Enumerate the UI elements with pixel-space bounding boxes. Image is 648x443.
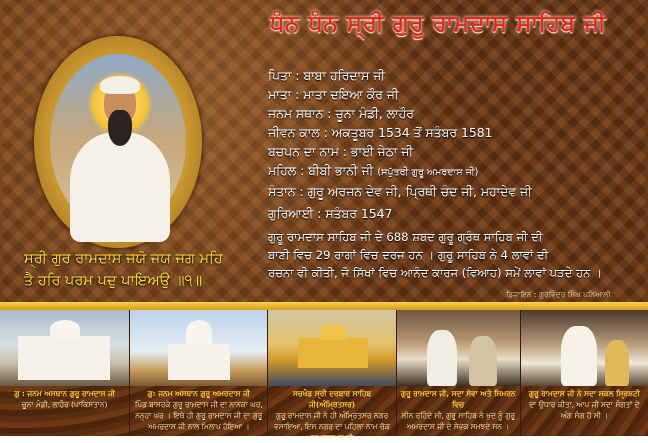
caption-heading: ਗੁਰੂ ਰਾਮਦਾਸ ਜੀ, ਸਦਾ ਸੇਵਾ ਅਤੇ ਸਿਮਰਨ ਵਿਚ [400, 389, 516, 409]
caption-heading: ਸਚਖੰਡ ਸ੍ਰੀ ਦਰਬਾਰ ਸਾਹਿਬ ਜੀ(ਅੰਮ੍ਰਿਤਸਰ) [292, 389, 372, 409]
photo-panel [397, 310, 521, 436]
photo-panel [0, 310, 130, 436]
photo-panel [521, 310, 648, 436]
panel-caption [272, 388, 391, 443]
darbar-sahib-photo [268, 310, 395, 386]
golden-dome [320, 324, 346, 340]
golden-temple [298, 338, 368, 368]
gold-divider [0, 302, 648, 310]
info-father: ਪਿਤਾ : ਬਾਬਾ ਹਰਿਦਾਸ ਜੀ [268, 68, 386, 83]
dome [186, 320, 212, 344]
caption-heading: ਗੁ : ਜਨਮ ਅਸਥਾਨ ਗੁਰੂ ਰਾਮਦਾਸ ਜੀ [14, 389, 115, 398]
sangat-painting [521, 310, 648, 386]
caption-text: ਚੂਨਾ ਮੰਡੀ, ਲਾਹੌਰ (ਪਾਕਿਸਤਾਨ) [21, 400, 108, 409]
robe [70, 132, 170, 242]
photo-strip [0, 310, 648, 442]
designer-credit: ਡਿਜ਼ਾਇਨ : ਗੁਰਵਿੰਦਰ ਸਿੰਘ ਪਨਿਆਲੀ [506, 290, 611, 299]
figure [427, 330, 457, 386]
info-lifespan: ਜੀਵਨ ਕਾਲ : ਅਕਤੂਬਰ 1534 ਤੋਂ ਸਤੰਬਰ 1581 [268, 125, 493, 140]
photo-panel [268, 310, 396, 442]
beard [108, 110, 132, 146]
info-childhood-name: ਬਚਪਨ ਦਾ ਨਾਮ : ਭਾਈ ਜੇਠਾ ਜੀ [268, 144, 414, 159]
biography-list [268, 66, 644, 201]
paragraph-line: ਬਾਣੀ ਵਿਚ 29 ਰਾਗਾਂ ਵਿਚ ਦਰਜ ਹਨ । ਗੁਰੂ ਸਾਹਿਬ ਨੇ 4 ਲਾਵਾਂ ਦੀ [268, 248, 549, 262]
guru-portrait [50, 54, 186, 230]
gurdwara-chuna-mandi-photo [0, 310, 129, 386]
panel-caption [525, 388, 644, 421]
building [168, 344, 230, 380]
figure [469, 336, 497, 386]
info-wife [268, 161, 644, 182]
info-wife-name: ਮਹਿਲ : ਬੀਬੀ ਭਾਨੀ ਜੀ [268, 163, 374, 178]
panel-caption [401, 388, 516, 432]
info-guruship: ਗੁਰਿਆਈ : ਸਤੰਬਰ 1547 [268, 206, 393, 221]
caption-heading: ਗੁਰੂ ਰਾਮਦਾਸ ਜੀ ਨੇ ਸਦਾ ਸਕਲ ਸ੍ਰਿਸ਼ਟੀ [528, 389, 640, 398]
panel-caption [4, 388, 125, 410]
verse [24, 248, 264, 292]
info-wife-note: (ਸਪੁੱਤਰੀ ਗੁਰੂ ਅਮਰਦਾਸ ਜੀ) [377, 167, 479, 178]
description-paragraph [268, 228, 644, 282]
figure [605, 340, 629, 386]
paragraph-line: ਰਚਨਾ ਵੀ ਕੀਤੀ, ਜੋ ਸਿੱਖਾਂ ਵਿਚ ਆਨੰਦ ਕਾਰਜ (ਵਿਆਹ) ਸਮੇਂ ਲਾਵਾਂ ਪੜਦੇ ਹਨ । [268, 266, 602, 280]
info-mother: ਮਾਤਾ : ਮਾਤਾ ਦਇਆ ਕੌਰ ਜੀ [268, 87, 399, 102]
photo-panel [130, 310, 268, 436]
caption-text: ਦਾ ਉਧਾਰ ਕੀਤਾ, ਆਪ ਜੀ ਸਦਾ ਸੰਗਤਾਂ ਦੇ ਅੰਗ ਸੰਗ ਹੋ ਸੀ । [529, 400, 640, 420]
turban [100, 76, 140, 94]
paragraph-line: ਗੁਰੂ ਰਾਮਦਾਸ ਸਾਹਿਬ ਜੀ ਦੇ 688 ਸ਼ਬਦ ਗੁਰੂ ਗ੍ਰੰਥ ਸਾਹਿਬ ਜੀ ਦੀ [268, 230, 543, 244]
gurdwara-basarke-photo [130, 310, 267, 386]
seva-painting [397, 310, 520, 386]
caption-heading: ਗੁ: ਜਨਮ ਅਸਥਾਨ ਗੁਰੂ ਅਮਰਦਾਸ ਜੀ [147, 389, 251, 398]
info-birthplace: ਜਨਮ ਸਥਾਨ : ਚੂਨਾ ਮੰਡੀ, ਲਾਹੌਰ [268, 106, 414, 121]
verse-line: ਸ੍ਰੀ ਗੁਰ ਰਾਮਦਾਸ ਜਯੋ ਜਯ ਜਗ ਮਹਿ [24, 251, 223, 267]
figure [561, 326, 597, 386]
caption-text: ਲੀਨ ਰਹਿੰਦੇ ਸੀ, ਗੁਰੂ ਸਾਹਿਬ ਨੇ ਖੁਦ ਨੂੰ ਗੁਰੂ ਅਮਰਦਾਸ ਜੀ ਦੇ ਸੇਵਕ ਸਮਝਦੇ ਸਨ । [401, 411, 515, 431]
page-title: ਧੰਨ ਧੰਨ ਸ੍ਰੀ ਗੁਰੂ ਰਾਮਦਾਸ ਸਾਹਿਬ ਜੀ [270, 10, 607, 37]
caption-text: ਗੁਰੂ ਰਾਮਦਾਸ ਜੀ ਨੇ ਹੀ ਅੰਮ੍ਰਿਤਸਰ ਨਗਰ ਵਸਾਇਆ, ਇਸ ਨਗਰ ਦਾ ਪਹਿਲਾ ਨਾਮ ਚੱਕ ਰਾਮਦਾਸਪੁਰ ਸੀ [274, 411, 390, 442]
building [18, 336, 110, 380]
info-children: ਸੰਤਾਨ : ਗੁਰੂ ਅਰਜਨ ਦੇਵ ਜੀ, ਪ੍ਰਿਥੀ ਚੰਦ ਜੀ, ਮਹਾਦੇਵ ਜੀ [268, 184, 532, 199]
dome [50, 320, 80, 338]
verse-line: ਤੈ ਹਰਿ ਪਰਮ ਪਦੁ ਪਾਇਅਉ ॥੧॥ [24, 273, 203, 289]
caption-text: ਪਿੰਡ ਬਾਸਰਕੇ ਗੁਰੂ ਰਾਮਦਾਸ ਜੀ ਦਾ ਨਾਨਕਾ ਘਰ, ਨਨ੍ਹਾ ਘਰ । ਇਥੇ ਹੀ ਗੁਰੂ ਰਾਮਦਾਸ ਜੀ ਦਾ ਗੁਰੂ ਅਮਰਦਾਸ ਜੀ ਨਾਲ ਮਿਲਾਪ ਹੋਇਆ । [134, 400, 263, 431]
panel-caption [134, 388, 263, 432]
